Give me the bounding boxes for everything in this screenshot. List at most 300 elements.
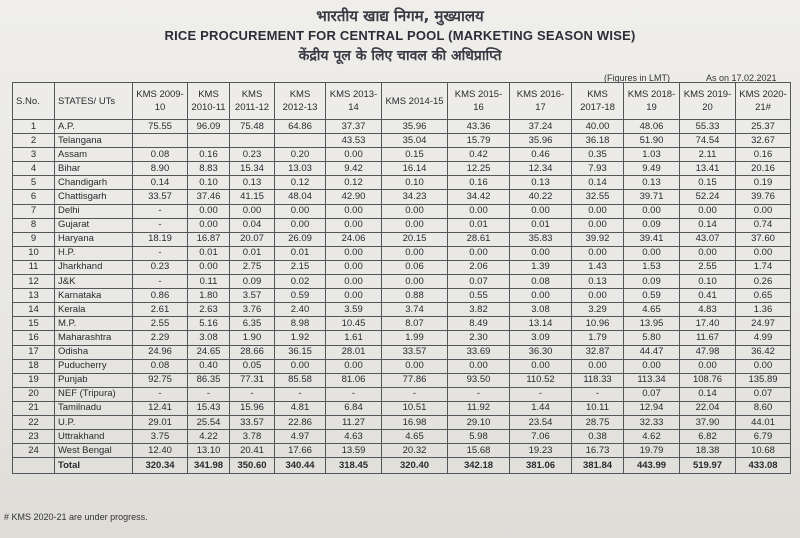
serial-cell: 4 <box>13 162 55 176</box>
value-cell: - <box>133 218 188 232</box>
state-cell: Delhi <box>55 204 133 218</box>
value-cell: 29.10 <box>448 415 510 429</box>
value-cell: 0.86 <box>133 289 188 303</box>
value-cell: 37.90 <box>680 415 736 429</box>
value-cell: 0.00 <box>188 260 230 274</box>
serial-cell: 22 <box>13 415 55 429</box>
serial-cell: 8 <box>13 218 55 232</box>
value-cell: 24.06 <box>326 232 382 246</box>
value-cell: 4.83 <box>680 303 736 317</box>
value-cell: 0.00 <box>382 218 448 232</box>
value-cell: 1.39 <box>510 260 572 274</box>
table-row <box>13 204 791 218</box>
value-cell: 0.41 <box>680 289 736 303</box>
value-cell: 0.26 <box>736 275 791 289</box>
table-row <box>13 331 791 345</box>
value-cell: 118.33 <box>572 373 624 387</box>
value-cell: 17.40 <box>680 317 736 331</box>
value-cell: 29.01 <box>133 415 188 429</box>
value-cell: 2.29 <box>133 331 188 345</box>
table-row <box>13 444 791 458</box>
value-cell: 519.97 <box>680 458 736 474</box>
value-cell: 47.98 <box>680 345 736 359</box>
value-cell: 3.75 <box>133 430 188 444</box>
serial-cell: 9 <box>13 232 55 246</box>
value-cell: 44.01 <box>736 415 791 429</box>
value-cell: 77.86 <box>382 373 448 387</box>
value-cell: 24.65 <box>188 345 230 359</box>
table-row <box>13 387 791 401</box>
value-cell: 0.00 <box>448 204 510 218</box>
value-cell: 0.00 <box>326 204 382 218</box>
value-cell: 15.79 <box>448 134 510 148</box>
value-cell: 381.06 <box>510 458 572 474</box>
value-cell: - <box>572 387 624 401</box>
value-cell: 0.08 <box>133 148 188 162</box>
serial-cell: 17 <box>13 345 55 359</box>
serial-cell: 20 <box>13 387 55 401</box>
table-row <box>13 134 791 148</box>
value-cell: 0.00 <box>326 275 382 289</box>
value-cell: 2.75 <box>230 260 275 274</box>
value-cell: 36.30 <box>510 345 572 359</box>
value-cell: 93.50 <box>448 373 510 387</box>
value-cell: 3.08 <box>188 331 230 345</box>
value-cell: 5.16 <box>188 317 230 331</box>
value-cell: 22.04 <box>680 401 736 415</box>
value-cell: 28.66 <box>230 345 275 359</box>
value-cell: - <box>448 387 510 401</box>
value-cell <box>133 134 188 148</box>
value-cell: 108.76 <box>680 373 736 387</box>
value-cell: 25.37 <box>736 120 791 134</box>
state-cell: Punjab <box>55 373 133 387</box>
value-cell: 33.57 <box>230 415 275 429</box>
value-cell: 0.01 <box>230 246 275 260</box>
value-cell: - <box>382 387 448 401</box>
value-cell: 20.16 <box>736 162 791 176</box>
column-header: STATES/ UTs <box>55 83 133 120</box>
value-cell: 20.32 <box>382 444 448 458</box>
value-cell <box>230 134 275 148</box>
value-cell: 0.59 <box>624 289 680 303</box>
value-cell: 35.96 <box>382 120 448 134</box>
value-cell: 81.06 <box>326 373 382 387</box>
table-row <box>13 415 791 429</box>
state-cell: Odisha <box>55 345 133 359</box>
value-cell: 13.14 <box>510 317 572 331</box>
value-cell: 2.11 <box>680 148 736 162</box>
value-cell: 0.07 <box>736 387 791 401</box>
value-cell: 4.62 <box>624 430 680 444</box>
value-cell: 0.59 <box>275 289 326 303</box>
value-cell: 12.41 <box>133 401 188 415</box>
value-cell: 34.23 <box>382 190 448 204</box>
value-cell: 0.00 <box>382 275 448 289</box>
value-cell: 13.03 <box>275 162 326 176</box>
value-cell: 135.89 <box>736 373 791 387</box>
value-cell: - <box>510 387 572 401</box>
table-row <box>13 303 791 317</box>
value-cell: 0.00 <box>326 289 382 303</box>
value-cell: 16.98 <box>382 415 448 429</box>
state-cell: Maharashtra <box>55 331 133 345</box>
value-cell: 5.80 <box>624 331 680 345</box>
state-cell: Uttrakhand <box>55 430 133 444</box>
table-row <box>13 373 791 387</box>
column-header: KMS 2020-21# <box>736 83 791 120</box>
value-cell: 35.96 <box>510 134 572 148</box>
table-row <box>13 190 791 204</box>
value-cell: 350.60 <box>230 458 275 474</box>
value-cell: 3.78 <box>230 430 275 444</box>
value-cell: 0.00 <box>736 359 791 373</box>
value-cell: 8.60 <box>736 401 791 415</box>
state-cell: Telangana <box>55 134 133 148</box>
value-cell: 0.12 <box>326 176 382 190</box>
state-cell: Chandigarh <box>55 176 133 190</box>
value-cell: 0.11 <box>188 275 230 289</box>
value-cell: 3.82 <box>448 303 510 317</box>
value-cell: 8.90 <box>133 162 188 176</box>
column-header: KMS 2018-19 <box>624 83 680 120</box>
table-row <box>13 120 791 134</box>
value-cell: 19.79 <box>624 444 680 458</box>
value-cell: 1.92 <box>275 331 326 345</box>
value-cell: 3.57 <box>230 289 275 303</box>
value-cell: 6.35 <box>230 317 275 331</box>
value-cell: 0.00 <box>326 260 382 274</box>
serial-cell: 6 <box>13 190 55 204</box>
value-cell: 23.54 <box>510 415 572 429</box>
value-cell: 48.04 <box>275 190 326 204</box>
value-cell: 0.00 <box>624 204 680 218</box>
value-cell: - <box>133 246 188 260</box>
value-cell: 0.14 <box>572 176 624 190</box>
value-cell: 0.16 <box>448 176 510 190</box>
value-cell: 85.58 <box>275 373 326 387</box>
value-cell: 12.94 <box>624 401 680 415</box>
value-cell: 0.08 <box>510 275 572 289</box>
value-cell: 28.61 <box>448 232 510 246</box>
state-cell: Jharkhand <box>55 260 133 274</box>
value-cell: 36.15 <box>275 345 326 359</box>
subtitle-hindi: केंद्रीय पूल के लिए चावल की अधिप्राप्ति <box>298 48 502 64</box>
value-cell: 8.83 <box>188 162 230 176</box>
state-cell: Chattisgarh <box>55 190 133 204</box>
serial-cell <box>13 458 55 474</box>
value-cell: 0.00 <box>736 246 791 260</box>
value-cell: 42.90 <box>326 190 382 204</box>
value-cell: 2.30 <box>448 331 510 345</box>
state-cell: West Bengal <box>55 444 133 458</box>
value-cell: 1.61 <box>326 331 382 345</box>
serial-cell: 21 <box>13 401 55 415</box>
table-header-row <box>13 83 791 120</box>
value-cell: 433.08 <box>736 458 791 474</box>
procurement-table <box>12 82 791 474</box>
table-row <box>13 317 791 331</box>
table-row <box>13 401 791 415</box>
value-cell: 36.42 <box>736 345 791 359</box>
value-cell: 0.13 <box>624 176 680 190</box>
value-cell: 39.41 <box>624 232 680 246</box>
value-cell: 8.49 <box>448 317 510 331</box>
value-cell: 10.68 <box>736 444 791 458</box>
value-cell: 0.00 <box>680 204 736 218</box>
value-cell: 43.53 <box>326 134 382 148</box>
value-cell: 41.15 <box>230 190 275 204</box>
state-cell: Assam <box>55 148 133 162</box>
value-cell: 0.13 <box>510 176 572 190</box>
value-cell: 5.98 <box>448 430 510 444</box>
value-cell: 11.27 <box>326 415 382 429</box>
value-cell: 0.02 <box>275 275 326 289</box>
state-cell: Haryana <box>55 232 133 246</box>
value-cell: 0.10 <box>382 176 448 190</box>
serial-cell: 23 <box>13 430 55 444</box>
value-cell: 0.00 <box>326 359 382 373</box>
value-cell: 0.00 <box>624 246 680 260</box>
value-cell: 0.08 <box>133 359 188 373</box>
value-cell: 0.20 <box>275 148 326 162</box>
value-cell: 13.41 <box>680 162 736 176</box>
total-row <box>13 458 791 474</box>
table-row <box>13 289 791 303</box>
serial-cell: 18 <box>13 359 55 373</box>
value-cell: 24.97 <box>736 317 791 331</box>
title-hindi: भारतीय खाद्य निगम, मुख्यालय <box>316 7 484 25</box>
value-cell: 320.34 <box>133 458 188 474</box>
value-cell: 86.35 <box>188 373 230 387</box>
state-cell: H.P. <box>55 246 133 260</box>
table-row <box>13 260 791 274</box>
value-cell: 1.03 <box>624 148 680 162</box>
table-row <box>13 232 791 246</box>
value-cell: 43.36 <box>448 120 510 134</box>
value-cell: - <box>230 387 275 401</box>
serial-cell: 13 <box>13 289 55 303</box>
value-cell: 35.83 <box>510 232 572 246</box>
value-cell: 0.88 <box>382 289 448 303</box>
value-cell: 2.40 <box>275 303 326 317</box>
value-cell: 39.92 <box>572 232 624 246</box>
value-cell: 26.09 <box>275 232 326 246</box>
value-cell: 1.44 <box>510 401 572 415</box>
serial-cell: 10 <box>13 246 55 260</box>
value-cell: 0.06 <box>382 260 448 274</box>
value-cell: 381.84 <box>572 458 624 474</box>
value-cell: 37.46 <box>188 190 230 204</box>
value-cell: 4.81 <box>275 401 326 415</box>
serial-cell: 1 <box>13 120 55 134</box>
value-cell: 25.54 <box>188 415 230 429</box>
value-cell: 3.08 <box>510 303 572 317</box>
value-cell: 1.43 <box>572 260 624 274</box>
value-cell: 0.23 <box>230 148 275 162</box>
value-cell: 13.95 <box>624 317 680 331</box>
value-cell: 10.45 <box>326 317 382 331</box>
value-cell: 15.96 <box>230 401 275 415</box>
table-row <box>13 162 791 176</box>
value-cell: 9.49 <box>624 162 680 176</box>
serial-cell: 12 <box>13 275 55 289</box>
value-cell: 0.01 <box>510 218 572 232</box>
value-cell: 1.99 <box>382 331 448 345</box>
value-cell: 8.98 <box>275 317 326 331</box>
value-cell: 0.74 <box>736 218 791 232</box>
value-cell: 0.00 <box>230 204 275 218</box>
column-header: KMS 2016-17 <box>510 83 572 120</box>
state-cell: Bihar <box>55 162 133 176</box>
serial-cell: 3 <box>13 148 55 162</box>
value-cell: 4.22 <box>188 430 230 444</box>
value-cell: 0.13 <box>572 275 624 289</box>
footer-note: # KMS 2020-21 are under progress. <box>4 512 148 522</box>
value-cell: 1.53 <box>624 260 680 274</box>
value-cell: 37.60 <box>736 232 791 246</box>
value-cell: 35.04 <box>382 134 448 148</box>
value-cell: 3.76 <box>230 303 275 317</box>
serial-cell: 7 <box>13 204 55 218</box>
value-cell: 28.75 <box>572 415 624 429</box>
value-cell: 0.19 <box>736 176 791 190</box>
state-cell: M.P. <box>55 317 133 331</box>
value-cell: 6.82 <box>680 430 736 444</box>
value-cell: 32.67 <box>736 134 791 148</box>
value-cell: 0.00 <box>382 246 448 260</box>
value-cell: 2.15 <box>275 260 326 274</box>
table-row <box>13 176 791 190</box>
value-cell: 0.09 <box>230 275 275 289</box>
value-cell: 2.55 <box>133 317 188 331</box>
value-cell: 0.00 <box>572 359 624 373</box>
value-cell: 32.87 <box>572 345 624 359</box>
value-cell: 0.14 <box>680 387 736 401</box>
value-cell: 40.00 <box>572 120 624 134</box>
value-cell: 12.34 <box>510 162 572 176</box>
value-cell: 318.45 <box>326 458 382 474</box>
value-cell: 2.61 <box>133 303 188 317</box>
serial-cell: 19 <box>13 373 55 387</box>
value-cell: 15.34 <box>230 162 275 176</box>
value-cell: 0.01 <box>188 246 230 260</box>
value-cell: 0.01 <box>275 246 326 260</box>
value-cell: 4.99 <box>736 331 791 345</box>
value-cell: 0.00 <box>572 246 624 260</box>
value-cell: 0.23 <box>133 260 188 274</box>
value-cell: - <box>188 387 230 401</box>
value-cell: 0.55 <box>448 289 510 303</box>
value-cell: 20.15 <box>382 232 448 246</box>
value-cell: 33.57 <box>133 190 188 204</box>
value-cell: 3.09 <box>510 331 572 345</box>
units-note: (Figures in LMT) <box>604 73 671 83</box>
value-cell: 0.00 <box>448 359 510 373</box>
value-cell: 13.59 <box>326 444 382 458</box>
value-cell: 18.19 <box>133 232 188 246</box>
state-cell: Karnataka <box>55 289 133 303</box>
as-on-date: As on 17.02.2021 <box>706 73 777 83</box>
value-cell: 51.90 <box>624 134 680 148</box>
value-cell: 44.47 <box>624 345 680 359</box>
value-cell: 28.01 <box>326 345 382 359</box>
value-cell: 34.42 <box>448 190 510 204</box>
value-cell: 0.16 <box>736 148 791 162</box>
value-cell: 0.00 <box>188 218 230 232</box>
value-cell: 6.79 <box>736 430 791 444</box>
table-row <box>13 275 791 289</box>
value-cell: 0.65 <box>736 289 791 303</box>
value-cell: 55.33 <box>680 120 736 134</box>
value-cell: 0.09 <box>624 275 680 289</box>
value-cell: 0.00 <box>275 204 326 218</box>
value-cell: 0.14 <box>133 176 188 190</box>
value-cell: 40.22 <box>510 190 572 204</box>
value-cell: 4.65 <box>624 303 680 317</box>
table-body <box>13 120 791 474</box>
value-cell: 0.07 <box>448 275 510 289</box>
value-cell: 0.40 <box>188 359 230 373</box>
state-cell: Puducherry <box>55 359 133 373</box>
table-row <box>13 246 791 260</box>
value-cell: 7.06 <box>510 430 572 444</box>
value-cell: 3.74 <box>382 303 448 317</box>
value-cell: 110.52 <box>510 373 572 387</box>
serial-cell: 14 <box>13 303 55 317</box>
value-cell: 24.96 <box>133 345 188 359</box>
value-cell: 2.06 <box>448 260 510 274</box>
value-cell: 33.57 <box>382 345 448 359</box>
value-cell: 96.09 <box>188 120 230 134</box>
value-cell: 43.07 <box>680 232 736 246</box>
value-cell: 9.42 <box>326 162 382 176</box>
state-cell: U.P. <box>55 415 133 429</box>
value-cell: 2.63 <box>188 303 230 317</box>
value-cell: 0.10 <box>188 176 230 190</box>
value-cell: 20.07 <box>230 232 275 246</box>
value-cell: 0.00 <box>326 148 382 162</box>
value-cell: 11.92 <box>448 401 510 415</box>
value-cell: 12.25 <box>448 162 510 176</box>
value-cell: 0.00 <box>572 218 624 232</box>
value-cell: 0.04 <box>230 218 275 232</box>
table-row <box>13 148 791 162</box>
value-cell: 39.76 <box>736 190 791 204</box>
value-cell: 443.99 <box>624 458 680 474</box>
value-cell: 7.93 <box>572 162 624 176</box>
value-cell: - <box>133 275 188 289</box>
state-cell: A.P. <box>55 120 133 134</box>
value-cell: 75.55 <box>133 120 188 134</box>
value-cell: 0.35 <box>572 148 624 162</box>
value-cell: 19.23 <box>510 444 572 458</box>
value-cell: 77.31 <box>230 373 275 387</box>
table-row <box>13 359 791 373</box>
serial-cell: 15 <box>13 317 55 331</box>
value-cell: 11.67 <box>680 331 736 345</box>
value-cell: 37.37 <box>326 120 382 134</box>
value-cell: 0.15 <box>680 176 736 190</box>
serial-cell: 16 <box>13 331 55 345</box>
value-cell: 32.55 <box>572 190 624 204</box>
value-cell: - <box>133 387 188 401</box>
table-row <box>13 345 791 359</box>
value-cell: 0.05 <box>230 359 275 373</box>
value-cell: 3.59 <box>326 303 382 317</box>
value-cell <box>188 134 230 148</box>
value-cell: - <box>133 204 188 218</box>
